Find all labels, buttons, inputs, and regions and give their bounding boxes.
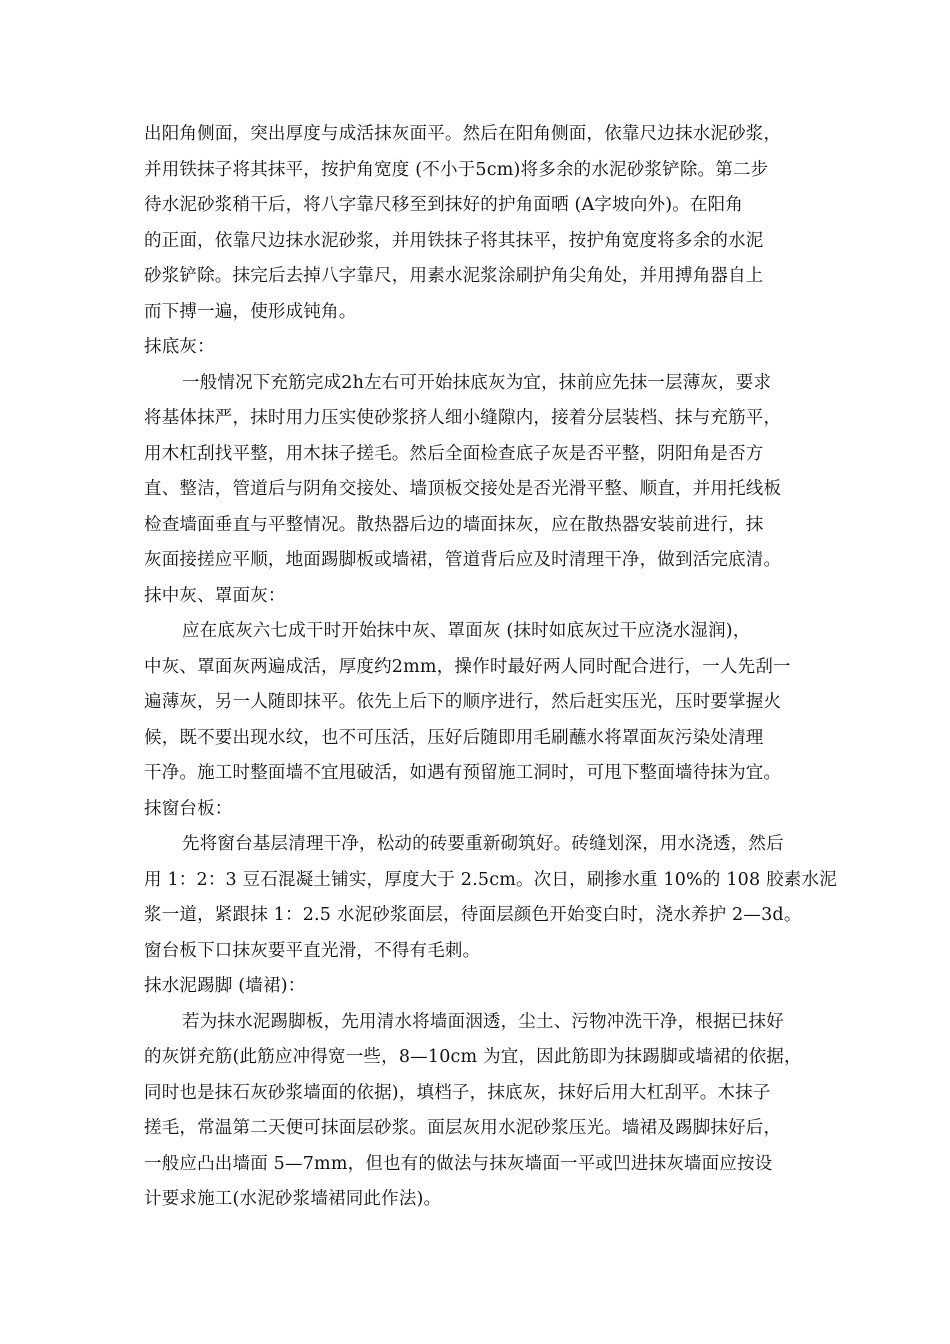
text-line: 待水泥砂浆稍干后，将八字靠尺移至到抹好的护角面晒 (A字坡向外)。在阳角 <box>144 195 744 215</box>
text-line: 一般情况下充筋完成2h左右可开始抹底灰为宜，抹前应先抹一层薄灰，要求 <box>182 372 772 393</box>
text-line: 遍薄灰，另一人随即抹平。依先上后下的顺序进行，然后赶实压光，压时要掌握火 <box>144 692 782 712</box>
text-line: 搓毛，常温第二天便可抹面层砂浆。面层灰用水泥砂浆压光。墙裙及踢脚抹好后， <box>144 1118 782 1138</box>
text-line: 一般应凸出墙面 5—7mm，但也有的做法与抹灰墙面一平或凹进抹灰墙面应按设 <box>144 1153 773 1174</box>
section-heading: 抹底灰： <box>144 337 215 357</box>
text-line: 浆一道，紧跟抹 1：2.5 水泥砂浆面层，待面层颜色开始变白时，浇水养护 2—3d。 <box>144 905 802 925</box>
section-window-sill <box>144 792 837 970</box>
text-line: 干净。施工时整面墙不宜甩破活，如遇有预留施工洞时，可甩下整面墙待抹为宜。 <box>144 763 782 783</box>
section-baseboard <box>144 969 816 1218</box>
section-middle-finish-coat <box>144 579 816 792</box>
text-line: 出阳角侧面，突出厚度与成活抹灰面平。然后在阳角侧面，依靠尺边抹水泥砂浆， <box>144 124 782 144</box>
text-line: 将基体抹严，抹时用力压实使砂浆挤人细小缝隙内，接着分层装档、抹与充筋平， <box>144 408 782 428</box>
section-base-coat <box>144 330 816 579</box>
section-heading: 抹水泥踢脚 (墙裙)： <box>144 976 306 996</box>
text-line: 中灰、罩面灰两遍成活，厚度约2mm，操作时最好两人同时配合进行，一人先刮一 <box>144 656 791 677</box>
text-line: 砂浆铲除。抹完后去掉八字靠尺，用素水泥浆涂刷护角尖角处，并用搏角器自上 <box>144 266 764 286</box>
text-line: 的灰饼充筋(此筋应冲得宽一些，8—10cm 为宜，因此筋即为抹踢脚或墙裙的依据， <box>144 1047 802 1067</box>
section-heading: 抹中灰、罩面灰： <box>144 585 286 606</box>
document-body <box>144 117 837 1218</box>
text-line: 同时也是抹石灰砂浆墙面的依据)，填档子，抹底灰，抹好后用大杠刮平。木抹子 <box>144 1082 771 1103</box>
text-line: 先将窗台基层清理干净，松动的砖要重新砌筑好。砖缝划深，用水浇透，然后 <box>182 834 784 854</box>
text-line: 而下搏一遍，使形成钝角。 <box>144 301 357 322</box>
text-line: 灰面接搓应平顺，地面踢脚板或墙裙，管道背后应及时清理干净，做到活完底清。 <box>144 550 782 570</box>
text-line: 直、整洁，管道后与阴角交接处、墙顶板交接处是否光滑平整、顺直，并用托线板 <box>144 479 782 499</box>
text-line: 应在底灰六七成干时开始抹中灰、罩面灰 (抹时如底灰过干应浇水湿润)， <box>182 621 751 641</box>
text-line: 用木杠刮找平整，用木抹子搓毛。然后全面检查底子灰是否平整，阴阳角是否方 <box>144 443 764 464</box>
text-line: 用 1：2：3 豆石混凝土铺实，厚度大于 2.5cm。次日，刷掺水重 10%的 108 胶素水泥 <box>144 869 837 890</box>
section-heading: 抹窗台板： <box>144 798 233 819</box>
text-line: 计要求施工(水泥砂浆墙裙同此作法)。 <box>144 1189 442 1209</box>
text-line: 的正面，依靠尺边抹水泥砂浆，并用铁抹子将其抹平，按护角宽度将多余的水泥 <box>144 230 764 251</box>
intro-paragraph <box>144 117 816 330</box>
text-line: 若为抹水泥踢脚板，先用清水将墙面洇透，尘土、污物冲洗干净，根据已抹好 <box>182 1011 784 1032</box>
text-line: 并用铁抹子将其抹平，按护角宽度 (不小于5cm)将多余的水泥砂浆铲除。第二步 <box>144 159 769 180</box>
text-line: 窗台板下口抹灰要平直光滑，不得有毛刺。 <box>144 940 481 961</box>
text-line: 检查墙面垂直与平整情况。散热器后边的墙面抹灰，应在散热器安装前进行，抹 <box>144 514 764 535</box>
text-line: 候，既不要出现水纹，也不可压活，压好后随即用毛刷蘸水将罩面灰污染处清理 <box>144 727 764 748</box>
